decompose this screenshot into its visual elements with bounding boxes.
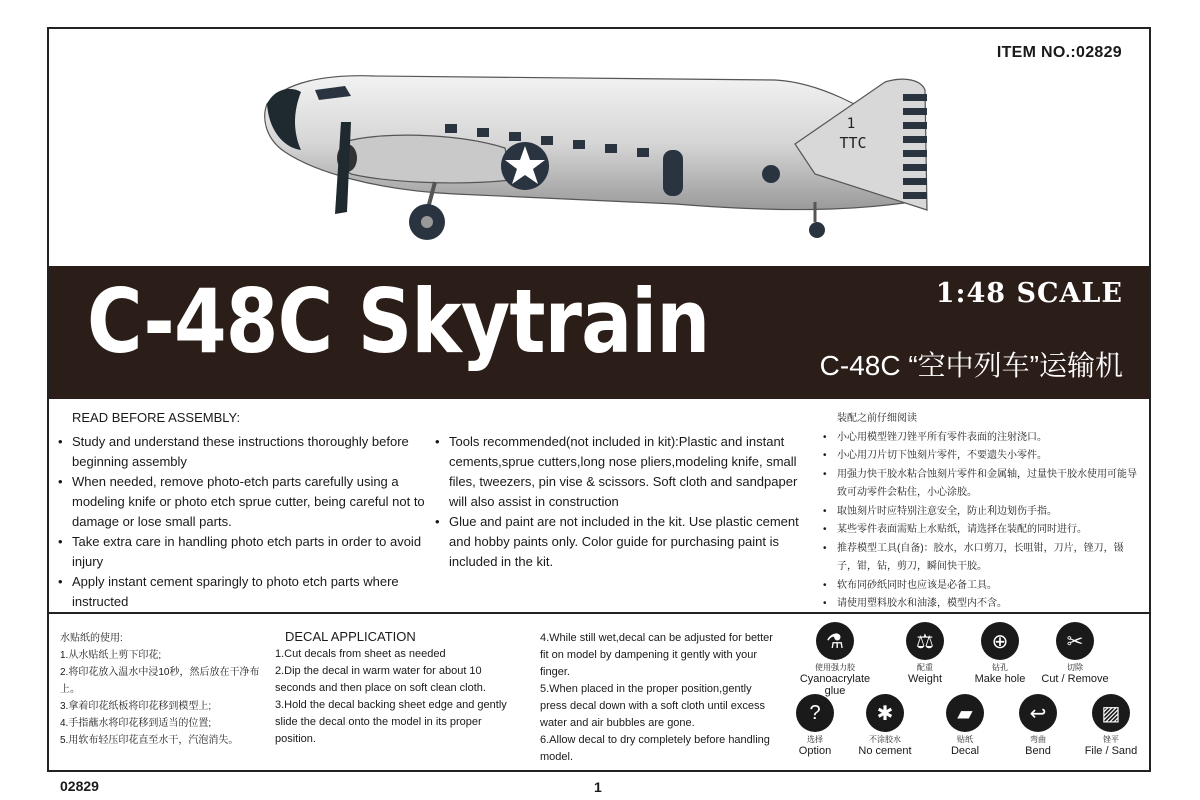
list-item: 5.用软布轻压印花直至水干，汽泡消失。 (60, 735, 239, 746)
list-item: 3.Hold the decal backing sheet edge and gently slide the decal onto the model in its proper position. (275, 699, 507, 745)
scale-label: 1:48 SCALE (935, 278, 1123, 309)
model-title: C-48C Skytrain (87, 270, 710, 373)
list-item: • Apply instant cement sparingly to photo etch parts where instructed (58, 572, 428, 612)
legend-item: ? 选择 Option (775, 694, 855, 757)
cn-read-heading: 装配之前仔细阅读 (837, 413, 917, 424)
legend-item: ⊕ 钻孔 Make hole (960, 622, 1040, 685)
decal-application (275, 628, 525, 748)
make-hole-icon: ⊕ (981, 622, 1019, 660)
list-item: 1.从水贴纸上剪下印花; (60, 650, 162, 661)
list-item: • When needed, remove photo-etch parts carefully using a modeling knife or photo etch sprue cutter, being careful not to damage or lose small parts. (58, 472, 428, 532)
list-item: 2.Dip the decal in warm water for about 10 seconds and then place on soft clean cloth. (275, 665, 486, 694)
list-item: 1.Cut decals from sheet as needed (275, 648, 446, 660)
file-sand-icon: ▨ (1092, 694, 1130, 732)
item-number: ITEM NO.:02829 (996, 44, 1122, 61)
read-before-chinese (823, 410, 1143, 614)
cabin-door (663, 150, 683, 196)
list-item: 3.拿着印花纸板将印花移到模型上; (60, 701, 212, 712)
list-item: 5.When placed in the proper position,gently press decal down with a soft cloth until excess water and air bubbles are gone. (540, 683, 766, 729)
list-item: 4.手指蘸水将印花移到适当的位置; (60, 718, 212, 729)
footer-item-code: 02829 (60, 778, 99, 794)
list-item: 6.Allow decal to dry completely before handling model. (540, 734, 770, 763)
list-item: 4.While still wet,decal can be adjusted for better fit on model by dampening it gently with your finger. (540, 632, 773, 678)
list-item: • 用强力快干胶水粘合蚀刻片零件和金属轴，过量快干胶水使用可能导致可动零件会粘住，小心涂胶。 (823, 466, 1143, 503)
title-banner (49, 266, 1149, 399)
legend-item: ▨ 锉平 File / Sand (1071, 694, 1151, 757)
list-item: • Tools recommended(not included in kit):Plastic and instant cements,sprue cutters,long nose pliers,modeling knife, small files, tweezers, pin vise & scissors. Soft cloth and sandpaper will also assist in construction (435, 432, 815, 512)
chinese-subtitle: C-48C “空中列车”运输机 (819, 350, 1123, 381)
list-item: • Take extra care in handling photo etch parts in order to avoid injury (58, 532, 428, 572)
no-cement-icon: ✱ (866, 694, 904, 732)
aircraft-illustration (255, 62, 935, 252)
legend-item: ✱ 不涂胶水 No cement (845, 694, 925, 757)
list-item: • Glue and paint are not included in the kit. Use plastic cement and hobby paints only. Color guide for purchasing paint is included in the kit. (435, 512, 815, 572)
legend-item: ⚖ 配重 Weight (885, 622, 965, 685)
legend-item: ▰ 贴纸 Decal (925, 694, 1005, 757)
read-before-col1 (58, 408, 428, 612)
decal-instructions-chinese (60, 630, 260, 749)
list-item: • 某些零件表面需贴上水贴纸，请选择在装配的同时进行。 (823, 521, 1143, 540)
list-item: • 软布同砂纸同时也应该是必备工具。 (823, 577, 1143, 596)
decal-icon: ▰ (946, 694, 984, 732)
list-item: • Study and understand these instructions thoroughly before beginning assembly (58, 432, 428, 472)
list-item: • 小心用刀片切下蚀刻片零件，不要遗失小零件。 (823, 447, 1143, 466)
legend-item: ↩ 弯曲 Bend (998, 694, 1078, 757)
option-icon: ? (796, 694, 834, 732)
tail-number: 1 (846, 116, 856, 132)
cn-decal-heading: 水贴纸的使用: (60, 633, 123, 644)
legend-item: ⚗ 使用强力胶 Cyanoacrylate glue (795, 622, 875, 697)
list-item: • 小心用模型锉刀锉平所有零件表面的注射浇口。 (823, 429, 1143, 448)
tail-code: TTC (839, 134, 867, 152)
bend-icon: ↩ (1019, 694, 1057, 732)
decal-application-cont (540, 630, 780, 766)
read-before-heading: READ BEFORE ASSEMBLY: (72, 410, 241, 425)
cyanoacrylate-glue-icon: ⚗ (816, 622, 854, 660)
cut-remove-icon: ✂ (1056, 622, 1094, 660)
list-item: • 请使用塑料胶水和油漆，模型内不含。 (823, 595, 1143, 614)
section-divider (49, 612, 1149, 614)
list-item: 2.将印花放入温水中浸10秒，然后放在干净布上。 (60, 667, 260, 695)
legend-item: ✂ 切除 Cut / Remove (1035, 622, 1115, 685)
engine-nacelle (341, 135, 511, 183)
list-item: • 取蚀刻片时应特别注意安全，防止利边划伤手指。 (823, 503, 1143, 522)
list-item: • 推荐模型工具(自备)：胶水，水口剪刀，长咀钳，刀片，锉刀，镊子，钳，钻，剪刀，瞬间快干胶。 (823, 540, 1143, 577)
weight-icon: ⚖ (906, 622, 944, 660)
page-number: 1 (594, 779, 602, 795)
tail-wheel (809, 222, 825, 238)
decal-heading: DECAL APPLICATION (285, 629, 416, 644)
read-before-col2 (435, 432, 815, 572)
